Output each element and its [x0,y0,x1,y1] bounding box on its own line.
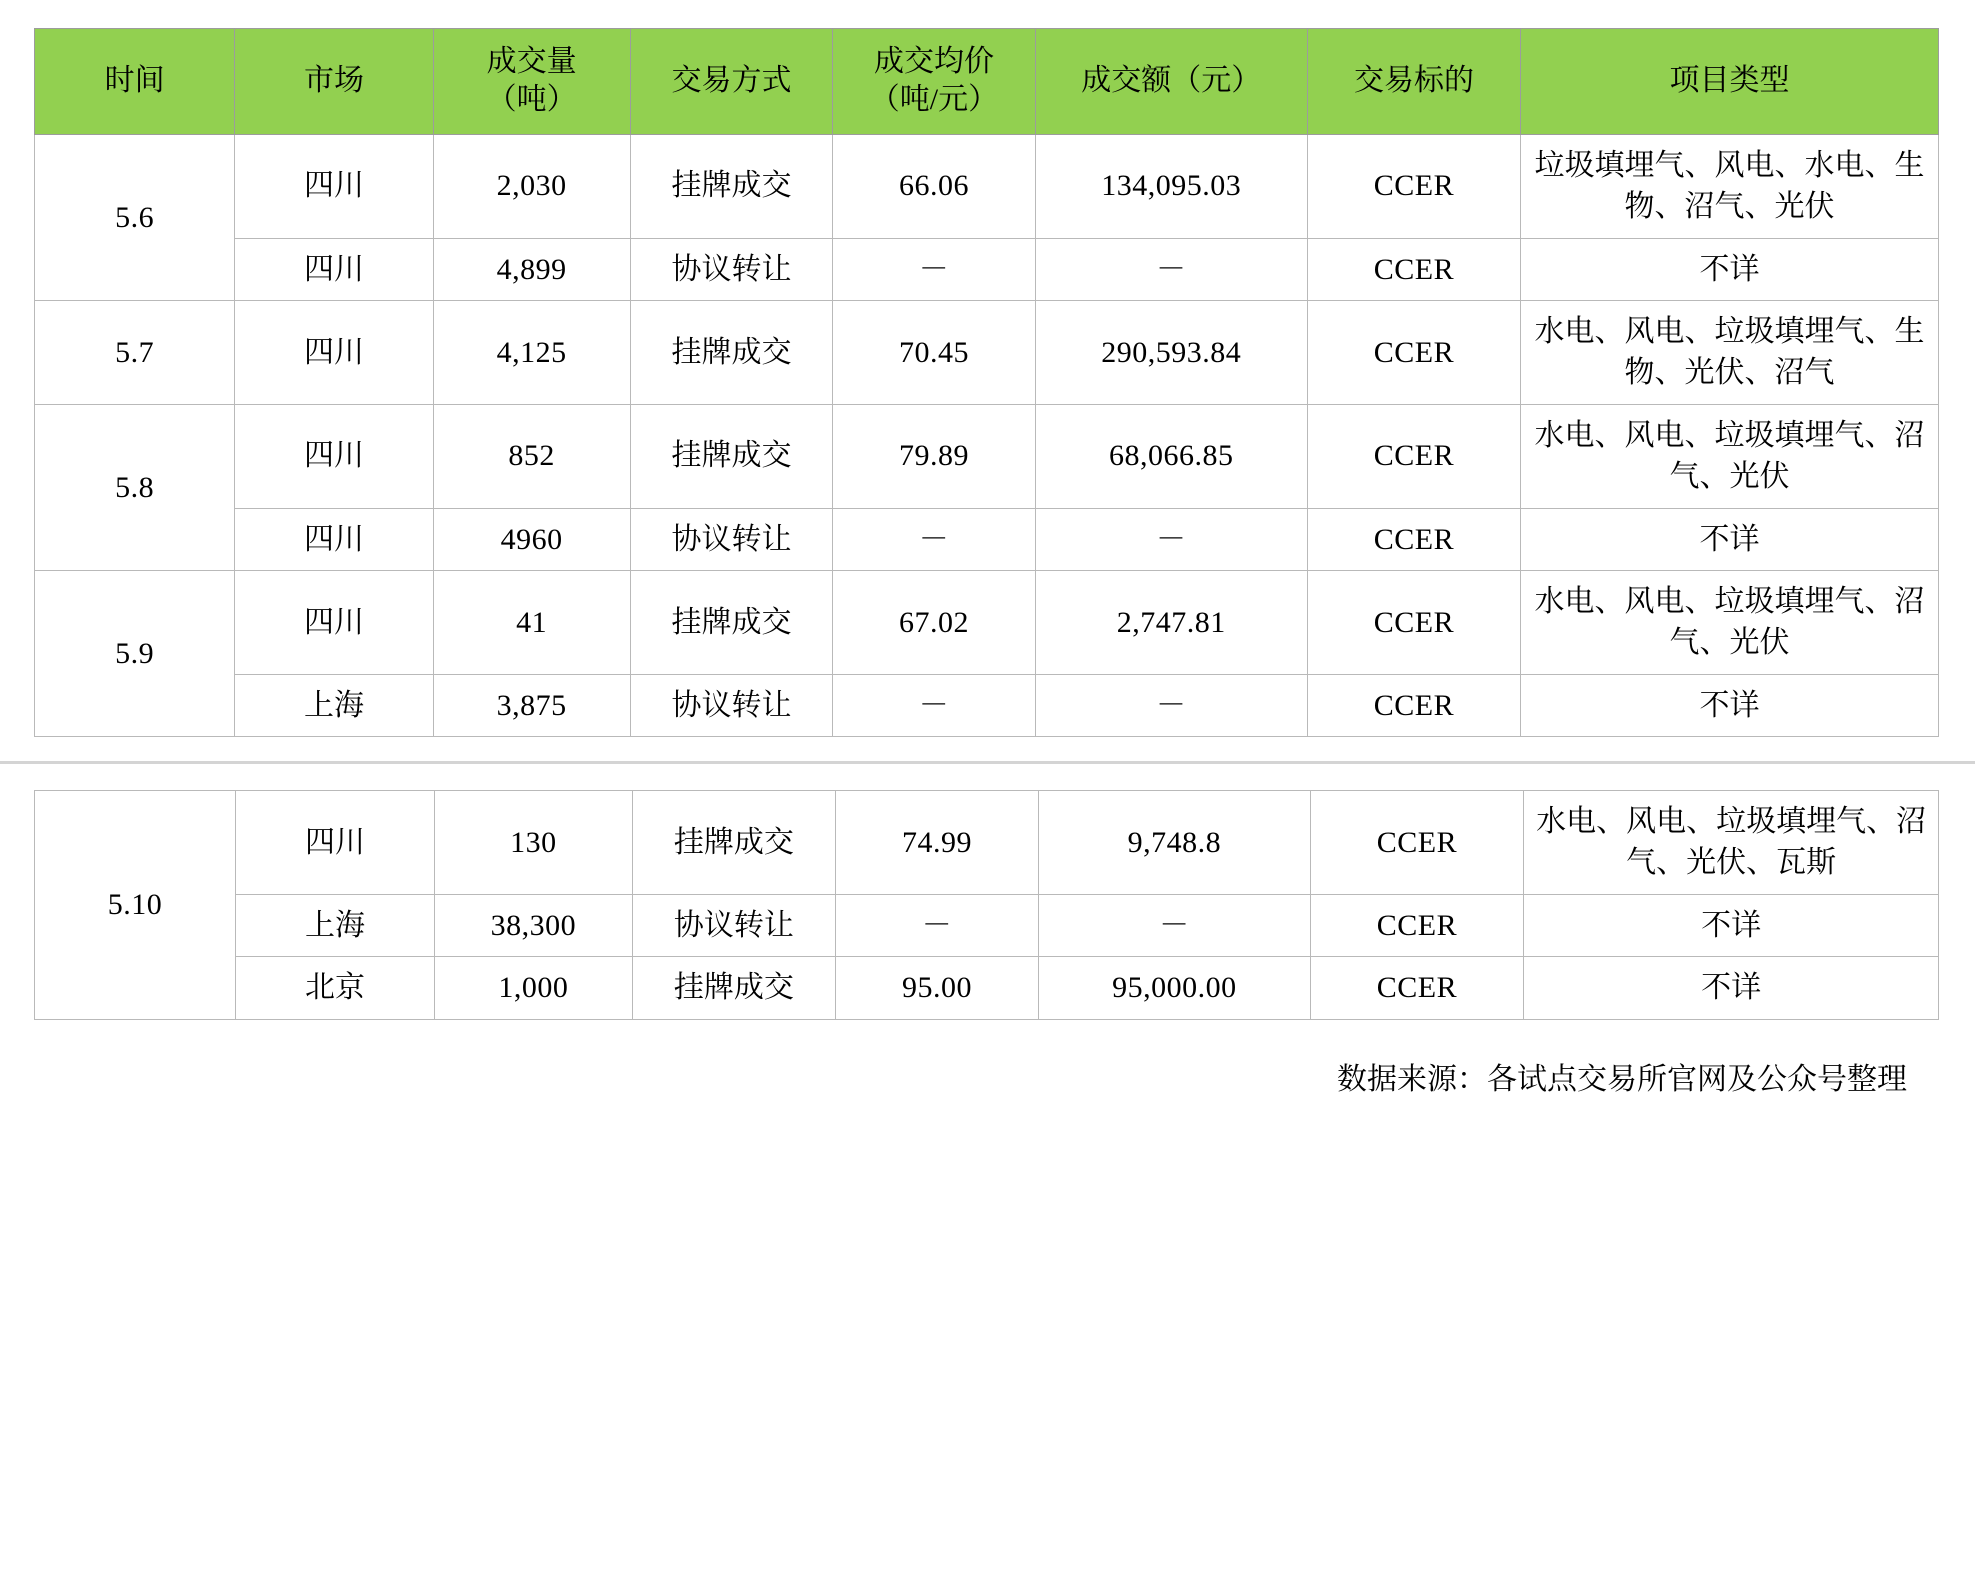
cell-volume: 3,875 [433,674,630,736]
cell-volume: 2,030 [433,134,630,238]
cell-market: 上海 [235,674,433,736]
cell-amount: － [1035,508,1307,570]
cell-avg-price: 95.00 [835,957,1038,1019]
cell-volume: 4960 [433,508,630,570]
table-row [35,238,1939,300]
column-header-time [35,29,235,135]
cell-target: CCER [1307,674,1520,736]
cell-market: 四川 [236,791,435,895]
cell-amount: － [1035,674,1307,736]
header-volume-line1: 成交量 [486,45,577,78]
cell-project-type: 不详 [1521,508,1939,570]
document-page [0,0,1975,737]
cell-target: CCER [1307,508,1520,570]
cell-market: 四川 [235,404,433,508]
cell-project-type: 不详 [1524,894,1939,956]
cell-market: 四川 [235,508,433,570]
cell-date: 5.6 [35,134,235,300]
cell-date: 5.8 [35,404,235,570]
cell-avg-price: 66.06 [833,134,1036,238]
cell-amount: 290,593.84 [1035,300,1307,404]
cell-amount: 134,095.03 [1035,134,1307,238]
cell-trade-mode: 挂牌成交 [630,570,833,674]
cell-trade-mode: 挂牌成交 [632,791,835,895]
cell-market: 四川 [235,300,433,404]
cell-trade-mode: 挂牌成交 [630,134,833,238]
cell-amount: － [1039,894,1311,956]
table-header [35,29,1939,135]
cell-project-type: 不详 [1521,674,1939,736]
table-row [35,300,1939,404]
cell-avg-price: 79.89 [833,404,1036,508]
cell-project-type: 不详 [1524,957,1939,1019]
cell-volume: 41 [433,570,630,674]
table-row [35,404,1939,508]
cell-volume: 130 [434,791,632,895]
cell-project-type: 水电、风电、垃圾填埋气、生物、光伏、沼气 [1521,300,1939,404]
cell-trade-mode: 挂牌成交 [630,404,833,508]
cell-project-type: 不详 [1521,238,1939,300]
cell-amount: 2,747.81 [1035,570,1307,674]
cell-amount: － [1035,238,1307,300]
source-note: 数据来源：各试点交易所官网及公众号整理 [1337,1062,1907,1096]
cell-target: CCER [1307,134,1520,238]
cell-project-type: 水电、风电、垃圾填埋气、沼气、光伏 [1521,404,1939,508]
cell-trade-mode: 协议转让 [632,894,835,956]
cell-market: 四川 [235,570,433,674]
cell-avg-price: 74.99 [835,791,1038,895]
table-row [35,791,1939,895]
cell-amount: 68,066.85 [1035,404,1307,508]
column-header-project-type [1521,29,1939,135]
cell-volume: 38,300 [434,894,632,956]
header-mode-line1: 交易方式 [671,64,792,98]
cell-target: CCER [1307,238,1520,300]
cell-trade-mode: 挂牌成交 [632,957,835,1019]
header-time-line1: 时间 [104,64,165,98]
cell-avg-price: － [833,238,1036,300]
cell-avg-price: － [833,674,1036,736]
cell-target: CCER [1307,570,1520,674]
cell-trade-mode: 协议转让 [630,238,833,300]
column-header-market [235,29,433,135]
table-row [35,894,1939,956]
header-target-line1: 交易标的 [1353,64,1474,98]
cell-market: 四川 [235,238,433,300]
cell-trade-mode: 协议转让 [630,508,833,570]
cell-date: 5.10 [35,791,236,1020]
column-header-trade-mode [630,29,833,135]
header-volume-line2: （吨） [486,83,577,117]
table-row [35,674,1939,736]
cell-target: CCER [1307,300,1520,404]
table-row [35,570,1939,674]
cell-project-type: 垃圾填埋气、风电、水电、生物、沼气、光伏 [1521,134,1939,238]
cell-target: CCER [1310,894,1524,956]
cell-amount: 9,748.8 [1039,791,1311,895]
cell-market: 四川 [235,134,433,238]
cell-avg-price: 67.02 [833,570,1036,674]
table-row [35,957,1939,1019]
separator-line [0,761,1975,764]
header-price-line1: 成交均价 [873,45,994,78]
header-type-line1: 项目类型 [1669,64,1790,98]
ccer-trades-table-bottom [34,790,1939,1020]
cell-project-type: 水电、风电、垃圾填埋气、沼气、光伏 [1521,570,1939,674]
header-amount-line1: 成交额（元） [1081,64,1262,98]
cell-volume: 4,899 [433,238,630,300]
column-header-amount [1035,29,1307,135]
header-market-line1: 市场 [303,64,364,98]
column-header-target [1307,29,1520,135]
cell-market: 上海 [236,894,435,956]
cell-market: 北京 [236,957,435,1019]
cell-date: 5.9 [35,570,235,736]
table-body-bottom [35,791,1939,1020]
cell-target: CCER [1307,404,1520,508]
column-header-avg-price [833,29,1036,135]
cell-avg-price: 70.45 [833,300,1036,404]
document-page-continued [0,790,1975,1020]
header-price-line2: （吨/元） [869,83,999,117]
cell-volume: 4,125 [433,300,630,404]
header-row [35,29,1939,135]
table-row [35,508,1939,570]
cell-trade-mode: 挂牌成交 [630,300,833,404]
cell-avg-price: － [833,508,1036,570]
cell-target: CCER [1310,957,1524,1019]
page-separator [0,761,1975,764]
cell-volume: 1,000 [434,957,632,1019]
cell-project-type: 水电、风电、垃圾填埋气、沼气、光伏、瓦斯 [1524,791,1939,895]
column-header-volume [433,29,630,135]
cell-avg-price: － [835,894,1038,956]
table-row [35,134,1939,238]
cell-amount: 95,000.00 [1039,957,1311,1019]
table-body-top [35,134,1939,736]
cell-trade-mode: 协议转让 [630,674,833,736]
cell-target: CCER [1310,791,1524,895]
ccer-trades-table-top [34,28,1939,737]
cell-date: 5.7 [35,300,235,404]
cell-volume: 852 [433,404,630,508]
